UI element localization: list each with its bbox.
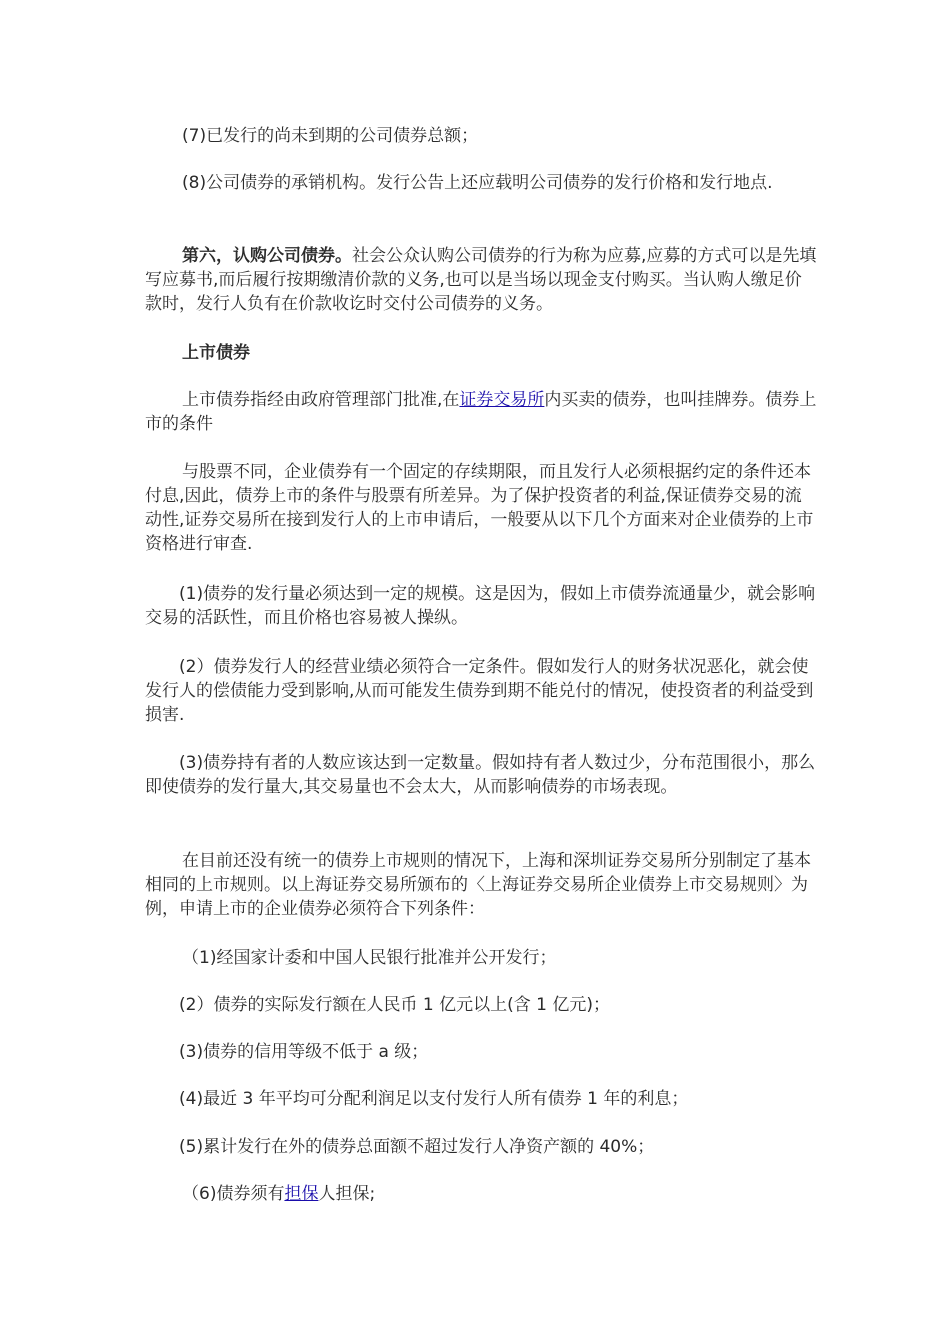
- rules-paragraph: [145, 849, 817, 921]
- rules-text: 在目前还没有统一的债券上市规则的情况下，上海和深圳证券交易所分别制定了基本相同的上市规则。以上海证券交易所颁布的〈上海证券交易所企业债券上市交易规则〉为例，申请上市的企业债券必须符合下列条件：: [145, 851, 811, 919]
- sixth-heading: 第六，认购公司债券。: [182, 246, 352, 266]
- rule-2-text: (2）债券的实际发行额在人民币 1 亿元以上(含 1 亿元)；: [179, 995, 610, 1015]
- condition-2: [145, 655, 817, 727]
- rule-4: [145, 1087, 817, 1111]
- comparison-text: 与股票不同，企业债券有一个固定的存续期限，而且发行人必须根据约定的条件还本付息,因此，债券上市的条件与股票有所差异。为了保护投资者的利益,保证债券交易的流动性,证券交易所在接到发行人的上市申请后，一般要从以下几个方面来对企业债券的上市资格进行审查.: [145, 462, 814, 554]
- rule-6: [145, 1182, 817, 1206]
- guarantee-link[interactable]: 担保: [284, 1184, 319, 1204]
- rule-2: [145, 993, 817, 1017]
- rule-5: [145, 1135, 817, 1159]
- sixth-text: 社会公众认购公司债券的行为称为应募,应募的方式可以是先填写应募书,而后履行按期缴清价款的义务,也可以是当场以现金支付购买。当认购人缴足价款时，发行人负有在价款收讫时交付公司债券的义务。: [145, 246, 817, 314]
- stock-exchange-link[interactable]: 证券交易所: [459, 390, 545, 410]
- condition-3-text: (3)债券持有者的人数应该达到一定数量。假如持有者人数过少，分布范围很小，那么即使债券的发行量大,其交易量也不会太大，从而影响债券的市场表现。: [145, 753, 816, 797]
- listed-definition: [145, 388, 817, 436]
- rule-6-text-b: 人担保;: [318, 1184, 376, 1204]
- rule-5-text: (5)累计发行在外的债券总面额不超过发行人净资产额的 40%；: [179, 1137, 655, 1157]
- condition-2-text: (2）债券发行人的经营业绩必须符合一定条件。假如发行人的财务状况恶化，就会使发行人的偿债能力受到影响,从而可能发生债券到期不能兑付的情况，使投资者的利益受到损害.: [145, 657, 814, 725]
- condition-1: [145, 582, 817, 630]
- rule-3: [145, 1040, 817, 1064]
- item-8-text: (8)公司债券的承销机构。发行公告上还应载明公司债券的发行价格和发行地点.: [182, 173, 773, 193]
- rule-6-text-a: （6)债券须有: [182, 1184, 285, 1204]
- listed-text-b: 内买卖的债券，也叫挂牌券。债券上市的条件: [145, 390, 817, 434]
- rule-1: [145, 946, 817, 970]
- rule-4-text: (4)最近 3 年平均可分配利润足以支付发行人所有债券 1 年的利息；: [179, 1089, 689, 1109]
- sixth-paragraph: [145, 244, 817, 316]
- item-8: [145, 171, 817, 195]
- item-7: [145, 124, 817, 148]
- rule-3-text: (3)债券的信用等级不低于 a 级；: [179, 1042, 429, 1062]
- comparison-paragraph: [145, 460, 817, 556]
- rule-1-text: （1)经国家计委和中国人民银行批准并公开发行；: [182, 948, 557, 968]
- listed-text-a: 上市债券指经由政府管理部门批准,在: [182, 390, 460, 410]
- section-heading: [145, 341, 817, 365]
- item-7-text: (7)已发行的尚未到期的公司债券总额；: [182, 126, 479, 146]
- condition-3: [145, 751, 817, 799]
- section-heading-text: 上市债券: [182, 343, 250, 363]
- condition-1-text: (1)债券的发行量必须达到一定的规模。这是因为，假如上市债券流通量少，就会影响交易的活跃性，而且价格也容易被人操纵。: [145, 584, 816, 628]
